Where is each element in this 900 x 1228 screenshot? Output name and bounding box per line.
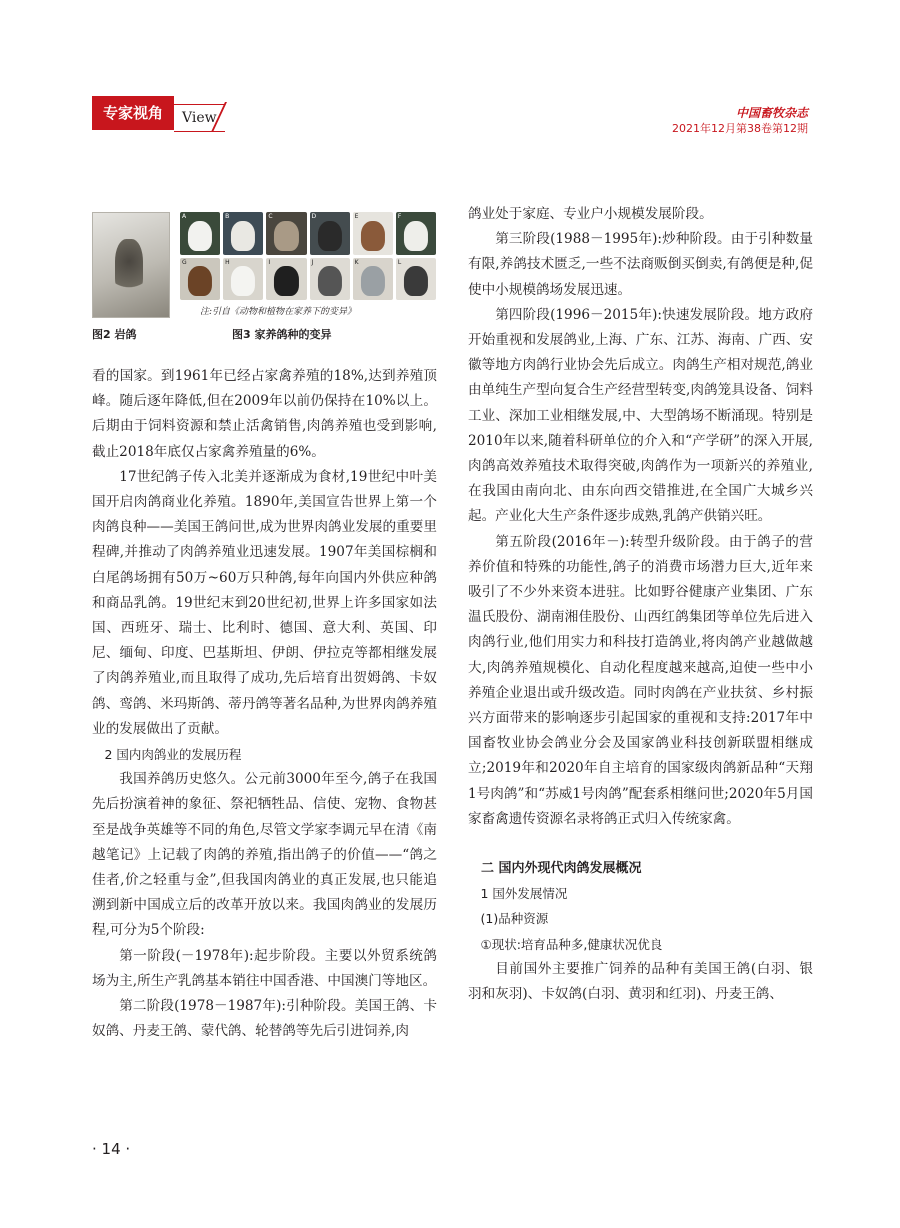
figure-3-caption: 图3 家养鸽种的变异 <box>232 328 332 341</box>
pigeon-icon <box>318 221 342 251</box>
pigeon-icon <box>404 221 428 251</box>
pigeon-photo <box>396 212 436 255</box>
left-column <box>92 364 437 1044</box>
photo-label: J <box>311 258 314 266</box>
figure-source-note: 注:引自《动物和植物在家养下的变异》 <box>200 307 357 317</box>
pigeon-icon <box>318 266 342 296</box>
pigeon-icon <box>188 221 212 251</box>
paragraph: 第二阶段(1978－1987年):引种阶段。美国王鸽、卡奴鸽、丹麦王鸽、蒙代鸽、轮替鸽等先后引进饲养,肉 <box>92 998 437 1040</box>
pigeon-photo <box>266 212 306 255</box>
pigeon-photo <box>396 258 436 301</box>
pigeon-icon <box>188 266 212 296</box>
pigeon-icon <box>361 221 385 251</box>
pigeon-icon <box>274 266 298 296</box>
subsection-heading: 1 国外发展情况 <box>480 886 568 902</box>
pigeon-photo <box>180 212 220 255</box>
pigeon-photo <box>353 258 393 301</box>
pigeon-grid <box>180 212 436 300</box>
subsection-heading: 2 国内肉鸽业的发展历程 <box>104 747 242 763</box>
photo-label: K <box>354 258 359 266</box>
pigeon-icon <box>231 221 255 251</box>
pigeon-photo <box>353 212 393 255</box>
photo-label: B <box>225 213 230 220</box>
paragraph: 目前国外主要推广饲养的品种有美国王鸽(白羽、银羽和灰羽)、卡奴鸽(白羽、黄羽和红羽)、丹麦王鸽、 <box>468 960 813 1003</box>
paragraph: 第三阶段(1988－1995年):炒种阶段。由于引种数量有限,养鸽技术匮乏,一些不法商贩倒买倒卖,有鸽便是种,促使中小规模鸽场发展迅速。 <box>468 231 813 298</box>
pigeon-photo <box>310 258 350 301</box>
paragraph: 看的国家。到1961年已经占家禽养殖的18%,达到养殖顶峰。随后逐年降低,但在2009年以前仍保持在10%以上。后期由于饲料资源和禁止活禽销售,肉鸽养殖也受到影响,截止2018年底仅占家禽养殖量的6%。 <box>92 368 437 460</box>
photo-label: D <box>311 213 317 220</box>
photo-label: A <box>182 213 187 220</box>
paragraph: 第五阶段(2016年－):转型升级阶段。由于鸽子的营养价值和特殊的功能性,鸽子的消费市场潜力巨大,近年来吸引了不少外来资本进驻。比如野谷健康产业集团、广东温氏股份、湖南湘佳股份、山西红鸽集团等单位先后进入肉鸽行业,他们用实力和科技打造鸽业,将肉鸽产业越做越大,肉鸽养殖规模化、自动化程度越来越高,迫使一些中小养殖企业退出或升级改造。同时肉鸽在产业扶贫、乡村振兴方面带来的影响逐步引起国家的重视和支持:2017年中国畜牧业协会鸽业分会及国家鸽业科技创新联盟相继成立;2019年和2020年自主培育的国家级肉鸽新品种“天翔1号肉鸽”和“苏威1号肉鸽”配套系相继问世;2020年5月国家畜禽遗传资源名录将鸽正式归入传统家禽。 <box>468 533 813 827</box>
photo-label: G <box>182 258 187 266</box>
paragraph: 17世纪鸽子传入北美并逐渐成为食材,19世纪中叶美国开启肉鸽商业化养殖。1890年,美国宣告世界上第一个肉鸽良种——美国王鸽问世,成为世界肉鸽业发展的重要里程碑,并推动了肉鸽养殖业迅速发展。1907年美国棕榈和白尾鸽场拥有50万~60万只种鸽,每年向国内外供应种鸽和商品乳鸽。19世纪末到20世纪初,世界上许多国家如法国、西班牙、瑞士、比利时、德国、意大利、英国、印尼、缅甸、印度、巴基斯坦、伊朗、伊拉克等都相继发展了肉鸽养殖业,而且取得了成功,先后培育出贺姆鸽、卡奴鸽、鸾鸽、米玛斯鸽、蒂丹鸽等著名品种,为世界肉鸽养殖业的发展做出了贡献。 <box>92 468 437 737</box>
photo-label: H <box>225 258 230 266</box>
figure-2-caption: 图2 岩鸽 <box>92 328 137 341</box>
pigeon-icon <box>231 266 255 296</box>
pigeon-photo <box>266 258 306 301</box>
paragraph: 我国养鸽历史悠久。公元前3000年至今,鸽子在我国先后扮演着神的象征、祭祀牺牲品、信使、宠物、食物甚至是战争英雄等不同的角色,尽管文学家李调元早在清《南越笔记》上记载了肉鸽的养殖,指出鸽子的价值——“鸽之佳者,价之轻重与金”,但我国肉鸽业的真正发展,也只能追溯到新中国成立后的改革开放以来。我国肉鸽业的发展历程,可分为5个阶段: <box>92 771 437 939</box>
pigeon-icon <box>361 266 385 296</box>
photo-label: L <box>397 258 402 266</box>
subsection-heading: ①现状:培育品种多,健康状况优良 <box>480 936 663 952</box>
pigeon-icon <box>274 221 298 251</box>
subsection-heading: (1)品种资源 <box>480 911 549 927</box>
paragraph: 第四阶段(1996－2015年):快速发展阶段。地方政府开始重视和发展鸽业,上海、广东、江苏、海南、广西、安徽等地方肉鸽行业协会先后成立。肉鸽生产相对规范,鸽业由单纯生产型向复合生产经营型转变,肉鸽笼具设备、饲料工业、深加工业相继发展,中、大型鸽场不断涌现。特别是2010年以来,随着科研单位的介入和“产学研”的深入开展,肉鸽高效养殖技术取得突破,肉鸽作为一项新兴的养殖业,在我国由南向北、由东向西交错推进,在全国广大城乡兴起。产业化大生产条件逐步成熟,乳鸽产供销兴旺。 <box>468 306 813 525</box>
rock-pigeon-figure <box>92 212 170 318</box>
photo-label: E <box>354 213 359 220</box>
paragraph: 第一阶段(－1978年):起步阶段。主要以外贸系统鸽场为主,所生产乳鸽基本销往中国香港、中国澳门等地区。 <box>92 947 437 989</box>
journal-title: 中国畜牧杂志 <box>735 106 808 120</box>
photo-label: I <box>268 258 271 266</box>
paragraph: 鸽业处于家庭、专业户小规模发展阶段。 <box>468 206 713 222</box>
pigeon-photo <box>310 212 350 255</box>
right-column <box>468 202 813 1007</box>
page-number: · 14 · <box>92 1140 131 1158</box>
pigeon-photo <box>223 212 263 255</box>
section-heading: 二 国内外现代肉鸽发展概况 <box>481 861 642 877</box>
journal-issue: 2021年12月第38卷第12期 <box>672 122 808 135</box>
domestic-pigeon-variants-figure <box>180 212 436 316</box>
pigeon-photo <box>223 258 263 301</box>
pigeon-photo <box>180 258 220 301</box>
photo-label: C <box>268 213 273 220</box>
pigeon-icon <box>404 266 428 296</box>
photo-label: F <box>397 213 402 220</box>
section-tag: 专家视角 <box>92 96 174 130</box>
section-tag-en: View <box>174 104 225 132</box>
